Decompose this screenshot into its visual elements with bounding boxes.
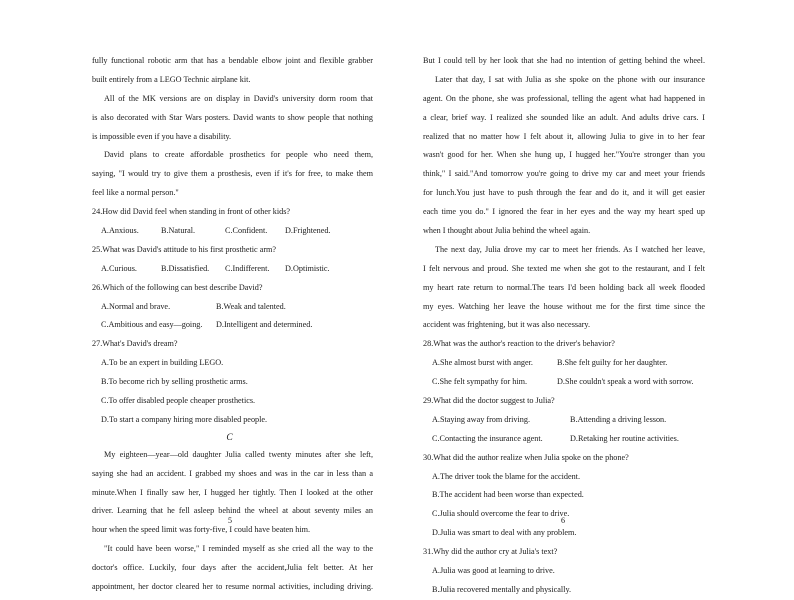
page-number-left: 5 (228, 516, 232, 525)
option-c: C.She felt sympathy for him. (432, 377, 528, 387)
paragraph-line: But I could tell by her look that she had no intention of getting behind the wheel. (423, 56, 705, 65)
question-29-options-row2 (423, 430, 705, 449)
paragraph-line: fully functional robotic arm that has a bendable elbow joint and flexible grabber (92, 56, 373, 65)
paragraph-line: feel like a normal person." (92, 188, 179, 198)
option-b: B.Attending a driving lesson. (570, 414, 667, 424)
option-b: B.Natural. (161, 226, 196, 236)
option-a: A.She almost burst with anger. (432, 358, 533, 368)
paragraph-line: accident was frightening, but it was also necessary. (423, 320, 591, 330)
question-29-stem: 29.What did the doctor suggest to Julia? (423, 396, 555, 406)
paragraph-line: agent. On the phone, she was professional, telling the agent what had happened in (423, 93, 705, 103)
option-d: D.To start a company hiring more disabled people. (101, 414, 268, 424)
paragraph-line: is also decorated with Star Wars posters. David wants to show people that nothing (92, 112, 373, 122)
option-a: A.To be an expert in building LEGO. (101, 358, 224, 368)
paragraph-line: saying, "I would try to give them a prosthesis, even if it's for free, to make them (92, 169, 373, 179)
paragraph-line: when I thought about Julia behind the wheel again. (423, 226, 591, 236)
option-a: A.Normal and brave. (101, 301, 171, 311)
question-24-options (92, 222, 373, 241)
question-29-options-row1 (423, 411, 705, 430)
question-26-stem: 26.Which of the following can best describe David? (92, 282, 263, 292)
paragraph-line: built entirely from a LEGO Technic airplane kit. (92, 74, 251, 84)
paragraph-line: saying she had an accident. I grabbed my shoes and was in the car in less than a (92, 468, 373, 478)
option-a: A.Anxious. (101, 226, 139, 236)
paragraph-line: My eighteen—year—old daughter Julia called twenty minutes after she left, (104, 449, 373, 459)
option-d: D.Intelligent and determined. (216, 320, 313, 330)
section-heading: C (226, 432, 233, 443)
paragraph-line: Later that day, I sat with Julia as she spoke on the phone with our insurance (435, 74, 705, 84)
paragraph-line: my heart rate return to normal.The tears I'd been holding back all week flooded (423, 282, 705, 292)
question-26-options-row1 (92, 298, 373, 317)
question-30-stem: 30.What did the author realize when Julia spoke on the phone? (423, 452, 629, 462)
option-c: C.Confident. (225, 226, 268, 236)
option-d: D.Optimistic. (285, 263, 330, 273)
paragraph-line: I felt nervous and proud. She texted me when she got to the restaurant, and I felt (423, 263, 705, 273)
paragraph-line: a clear, brief way. I realized she sounded like an adult. And adults drive cars. I (423, 112, 705, 122)
paragraph-line: each time you do." I ignored the fear in her eyes and the way my heart sped up (423, 207, 705, 217)
option-b: B.Julia recovered mentally and physically. (432, 584, 572, 594)
option-a: A.The driver took the blame for the accident. (432, 471, 580, 481)
option-b: B.Weak and talented. (216, 301, 286, 311)
paragraph-line: wasn't good for her. When she hung up, I hugged her."You're stronger than you (423, 150, 705, 160)
paragraph-line: David plans to create affordable prosthetics for people who need them, (104, 150, 373, 160)
paragraph-line: my eyes. Watching her leave the house without me for the first time since the (423, 301, 705, 311)
option-c: C.Contacting the insurance agent. (432, 433, 543, 443)
option-a: A.Curious. (101, 263, 137, 273)
option-d: D.Frightened. (285, 226, 331, 236)
question-28-options-row2 (423, 373, 705, 392)
option-c: C.Indifferent. (225, 263, 270, 273)
paragraph-line: "It could have been worse," I reminded myself as she cried all the way to the (104, 544, 373, 554)
option-a: A.Staying away from driving. (432, 414, 531, 424)
paragraph-line: hour when the speed limit was forty-five, I could have beaten him. (92, 525, 311, 535)
paragraph-line: is impossible even if you have a disability. (92, 131, 232, 141)
question-31-stem: 31.Why did the author cry at Julia's text? (423, 547, 558, 557)
paragraph-line: for lunch.You just have to push through the fear and do it, and it will get easier (423, 188, 705, 198)
option-a: A.Julia was good at learning to drive. (432, 566, 555, 576)
paragraph-line: The next day, Julia drove my car to meet her friends. As I watched her leave, (435, 244, 705, 254)
question-28-options-row1 (423, 354, 705, 373)
page-number-right: 6 (561, 516, 565, 525)
paragraph-line: driver. Learning that he fell asleep behind the wheel at about seventy miles an (92, 506, 373, 516)
option-c: C.To offer disabled people cheaper prosthetics. (101, 396, 256, 406)
option-c: C.Julia should overcome the fear to drive. (432, 509, 570, 519)
option-d: D.Retaking her routine activities. (570, 433, 679, 443)
option-b: B.To become rich by selling prosthetic arms. (101, 377, 248, 387)
paragraph-line: realized that no matter how I felt about it, allowing Julia to give in to her fear (423, 131, 705, 141)
question-25-stem: 25.What was David's attitude to his first prosthetic arm? (92, 244, 277, 254)
paragraph-line: minute.When I finally saw her, I hugged her tightly. Then I looked at the other (92, 487, 373, 497)
option-b: B.The accident had been worse than expected. (432, 490, 584, 500)
left-page-column (92, 52, 373, 597)
question-25-options (92, 260, 373, 279)
paragraph-line: think," I said."And tomorrow you're going to drive my car and meet your friends (423, 169, 705, 179)
option-d: D.She couldn't speak a word with sorrow. (557, 377, 694, 387)
paragraph-line: All of the MK versions are on display in David's university dorm room that (104, 93, 373, 103)
option-c: C.Ambitious and easy—going. (101, 320, 203, 330)
option-b: B.Dissatisfied. (161, 263, 210, 273)
option-b: B.She felt guilty for her daughter. (557, 358, 668, 368)
question-27-stem: 27.What's David's dream? (92, 339, 178, 349)
paragraph-line: appointment, her doctor cleared her to resume normal activities, including driving. (92, 582, 373, 592)
question-28-stem: 28.What was the author's reaction to the driver's behavior? (423, 339, 615, 349)
question-26-options-row2 (92, 316, 373, 335)
option-d: D.Julia was smart to deal with any problem. (432, 528, 577, 538)
question-24-stem: 24.How did David feel when standing in front of other kids? (92, 207, 291, 217)
paragraph-line: doctor's office. Luckily, four days after the accident,Julia felt better. At her (92, 563, 373, 573)
